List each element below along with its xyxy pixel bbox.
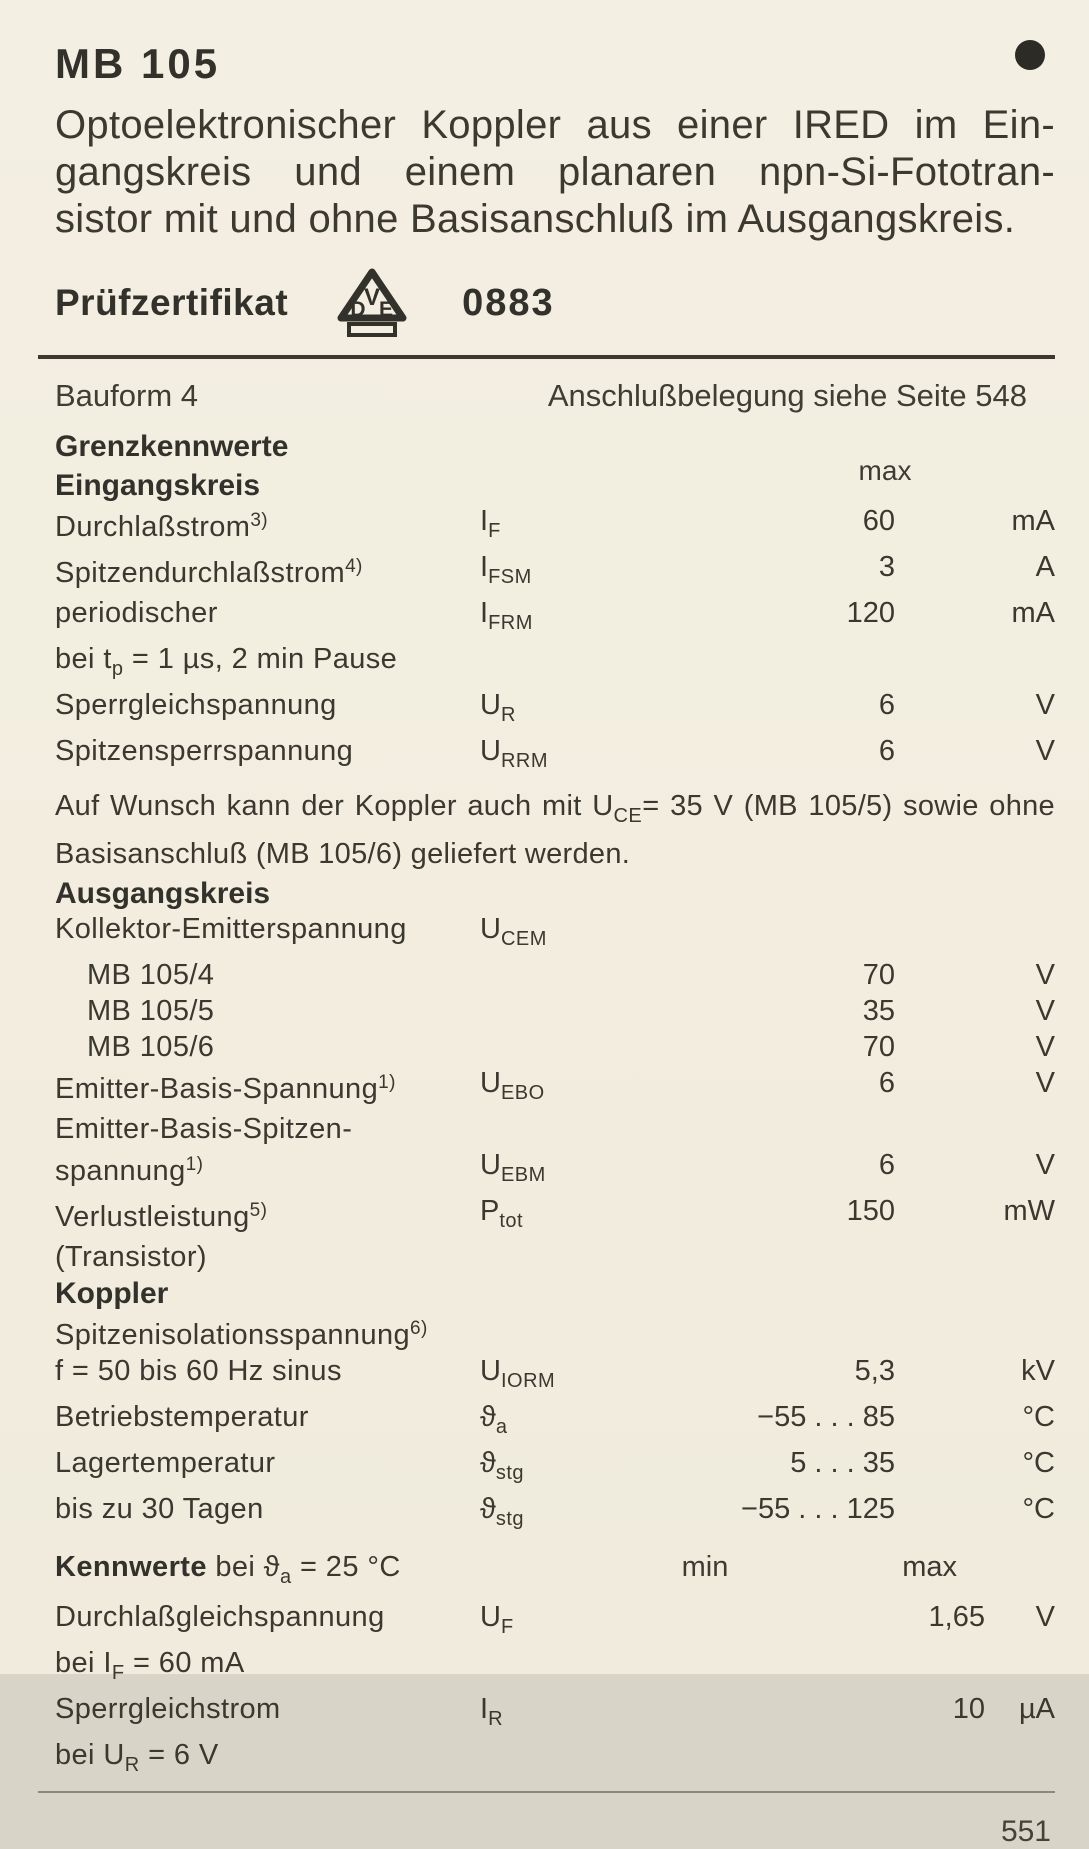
param-label: Spitzendurchlaßstrom$^{4)}$	[55, 556, 363, 589]
spec-row	[55, 1311, 1055, 1353]
param-value: 70	[862, 1031, 895, 1063]
spec-row	[55, 595, 1055, 641]
param-symbol: $U_R$	[480, 689, 516, 726]
param-label: Emitter-Basis-Spitzen-	[55, 1113, 353, 1145]
param-unit: V	[1035, 689, 1055, 721]
param-condition: f = 50 bis 60 Hz sinus	[55, 1355, 342, 1387]
param-label: (Transistor)	[55, 1241, 207, 1273]
param-label: Lagertemperatur	[55, 1447, 276, 1479]
min-column-header: min	[681, 1551, 729, 1583]
description-line: sistor mit und ohne Basisanschluß im Ausgangskreis.	[55, 197, 1016, 241]
param-label: Kollektor-Emitterspannung	[55, 913, 407, 945]
param-unit: V	[1035, 735, 1055, 767]
section-title-ausgangskreis: Ausgangskreis	[55, 877, 271, 910]
spec-row	[55, 1645, 1055, 1691]
param-unit: V	[1035, 1031, 1055, 1063]
variant-label: MB 105/5	[87, 995, 215, 1027]
param-symbol: $U_{RRM}$	[480, 735, 548, 772]
spec-row	[55, 1399, 1055, 1445]
param-value: 35	[862, 995, 895, 1027]
param-value: 3	[878, 551, 895, 583]
section-title-grenzkennwerte: Grenzkennwerte	[55, 430, 289, 463]
vde-logo-icon	[330, 263, 414, 344]
option-note-line: Basisanschluß (MB 105/6) geliefert werden.	[55, 838, 631, 870]
footnote-ref: 3)	[250, 510, 269, 531]
vde-letter-d: D	[350, 297, 366, 321]
param-unit: V	[1035, 1067, 1055, 1099]
footnote-ref: 1)	[378, 1072, 396, 1093]
section-title-eingangskreis: Eingangskreis	[55, 469, 261, 502]
description-line: Optoelektronischer Koppler aus einer IRED im Ein-	[55, 103, 1055, 147]
bauform-label: Bauform 4	[55, 378, 199, 413]
footnote-ref: 5)	[249, 1200, 268, 1221]
param-unit: °C	[1022, 1447, 1055, 1479]
param-unit: °C	[1022, 1493, 1055, 1525]
max-column-header: max	[902, 1551, 957, 1583]
param-value: 6	[878, 1067, 895, 1099]
param-symbol: $I_{FRM}$	[480, 597, 533, 634]
max-column-header: max	[858, 455, 912, 486]
footnote-ref: 6)	[410, 1318, 428, 1339]
spec-row	[55, 733, 1055, 779]
variant-label: MB 105/6	[87, 1031, 215, 1063]
spec-row	[55, 1445, 1055, 1491]
spec-row	[55, 1239, 1055, 1275]
param-label: Betriebstemperatur	[55, 1401, 309, 1433]
spec-row	[55, 1353, 1055, 1399]
param-label: spannung$^{1)}$	[55, 1154, 204, 1187]
spec-row	[55, 1691, 1055, 1737]
certificate-row	[55, 263, 1055, 343]
top-divider	[38, 355, 1055, 359]
param-label: Spitzensperrspannung	[55, 735, 354, 767]
param-value: 10	[952, 1693, 985, 1725]
spec-row	[55, 549, 1055, 595]
spec-row	[55, 993, 1055, 1029]
spec-row	[55, 641, 1055, 687]
spec-row	[55, 1029, 1055, 1065]
param-symbol: $U_{EBO}$	[480, 1067, 545, 1104]
param-symbol: $I_R$	[480, 1693, 504, 1730]
device-description	[55, 102, 1055, 243]
param-condition: bis zu 30 Tagen	[55, 1493, 264, 1525]
spec-row	[55, 1065, 1055, 1111]
page-title: MB 105	[55, 40, 221, 87]
param-unit: °C	[1022, 1401, 1055, 1433]
param-label: Sperrgleichstrom	[55, 1693, 281, 1725]
param-symbol: $ϑ_a$	[480, 1401, 508, 1438]
page-number: 551	[1000, 1815, 1051, 1848]
param-unit: V	[1035, 959, 1055, 991]
certificate-label: Prüfzertifikat	[55, 282, 289, 323]
param-value: 70	[862, 959, 895, 991]
variant-label: MB 105/4	[87, 959, 215, 991]
param-value: 6	[878, 689, 895, 721]
spec-row	[55, 687, 1055, 733]
param-label: Verlustleistung$^{5)}$	[55, 1200, 268, 1233]
param-condition: bei $U_R = 6$ V	[55, 1739, 219, 1776]
spec-row	[55, 1737, 1055, 1783]
param-symbol: $U_{IORM}$	[480, 1355, 556, 1392]
param-unit: mW	[1003, 1195, 1055, 1227]
param-value: 6	[878, 735, 895, 767]
param-label: Emitter-Basis-Spannung$^{1)}$	[55, 1072, 396, 1105]
param-label: Durchlaßgleichspannung	[55, 1601, 385, 1633]
param-condition: bei $t_p = 1$ µs, 2 min Pause	[55, 643, 398, 680]
param-label: periodischer	[55, 597, 218, 629]
pinout-reference: Anschlußbelegung siehe Seite 548	[547, 378, 1027, 413]
footnote-ref: 4)	[345, 556, 363, 577]
param-condition: bei $I_F = 60$ mA	[55, 1647, 245, 1684]
vde-letter-v: V	[364, 283, 381, 311]
spec-row	[55, 503, 1055, 549]
param-unit: mA	[1011, 505, 1055, 537]
footnote-ref: 1)	[185, 1154, 204, 1175]
param-value: 5,3	[854, 1355, 895, 1387]
param-label: Sperrgleichspannung	[55, 689, 337, 721]
section-title-koppler: Koppler	[55, 1277, 169, 1310]
param-value: 6	[878, 1149, 895, 1181]
spec-row	[55, 1111, 1055, 1147]
param-unit: A	[1035, 551, 1055, 583]
param-symbol: $U_F$	[480, 1601, 514, 1638]
param-unit: µA	[1018, 1693, 1055, 1725]
param-unit: V	[1035, 1149, 1055, 1181]
kennwerte-header	[55, 1549, 1055, 1595]
spec-row	[55, 1147, 1055, 1193]
param-symbol: $ϑ_{stg}$	[480, 1447, 525, 1484]
section-title-kennwerte: Kennwerte bei $ϑ_a = 25$ °C	[55, 1551, 401, 1588]
param-value: −55 . . . 125	[741, 1493, 895, 1525]
param-value: 60	[862, 505, 895, 537]
param-symbol: $I_F$	[480, 505, 501, 542]
param-symbol: $I_{FSM}$	[480, 551, 532, 588]
print-marker-dot	[1015, 40, 1045, 70]
vde-letter-e: E	[379, 297, 394, 321]
option-note-line: Auf Wunsch kann der Koppler auch mit $U_{CE}= 35$ V (MB 105/5) sowie ohne	[55, 790, 1055, 827]
param-label: Spitzenisolationsspannung$^{6)}$	[55, 1318, 428, 1351]
description-line: gangskreis und einem planaren npn-Si-Fototran-	[55, 150, 1055, 194]
bottom-divider	[38, 1791, 1055, 1793]
param-value: −55 . . . 85	[757, 1401, 895, 1433]
certificate-number: 0883	[462, 281, 555, 324]
param-symbol: $U_{EBM}$	[480, 1149, 546, 1186]
param-unit: V	[1035, 1601, 1055, 1633]
bauform-row	[55, 379, 1055, 413]
spec-row	[55, 1599, 1055, 1645]
param-value: 5 . . . 35	[790, 1447, 895, 1479]
spec-row	[55, 1193, 1055, 1239]
param-symbol: $U_{CEM}$	[480, 913, 547, 950]
spec-row	[55, 1491, 1055, 1537]
param-unit: V	[1035, 995, 1055, 1027]
param-value: 1,65	[928, 1601, 985, 1633]
spec-row	[55, 911, 1055, 957]
param-symbol: $ϑ_{stg}$	[480, 1493, 525, 1530]
param-value: 120	[846, 597, 895, 629]
option-note	[55, 787, 1055, 873]
param-label: Durchlaßstrom$^{3)}$	[55, 510, 269, 543]
param-unit: kV	[1021, 1355, 1055, 1387]
param-unit: mA	[1011, 597, 1055, 629]
param-symbol: $P_{tot}$	[480, 1195, 524, 1232]
param-value: 150	[846, 1195, 895, 1227]
spec-row	[55, 957, 1055, 993]
